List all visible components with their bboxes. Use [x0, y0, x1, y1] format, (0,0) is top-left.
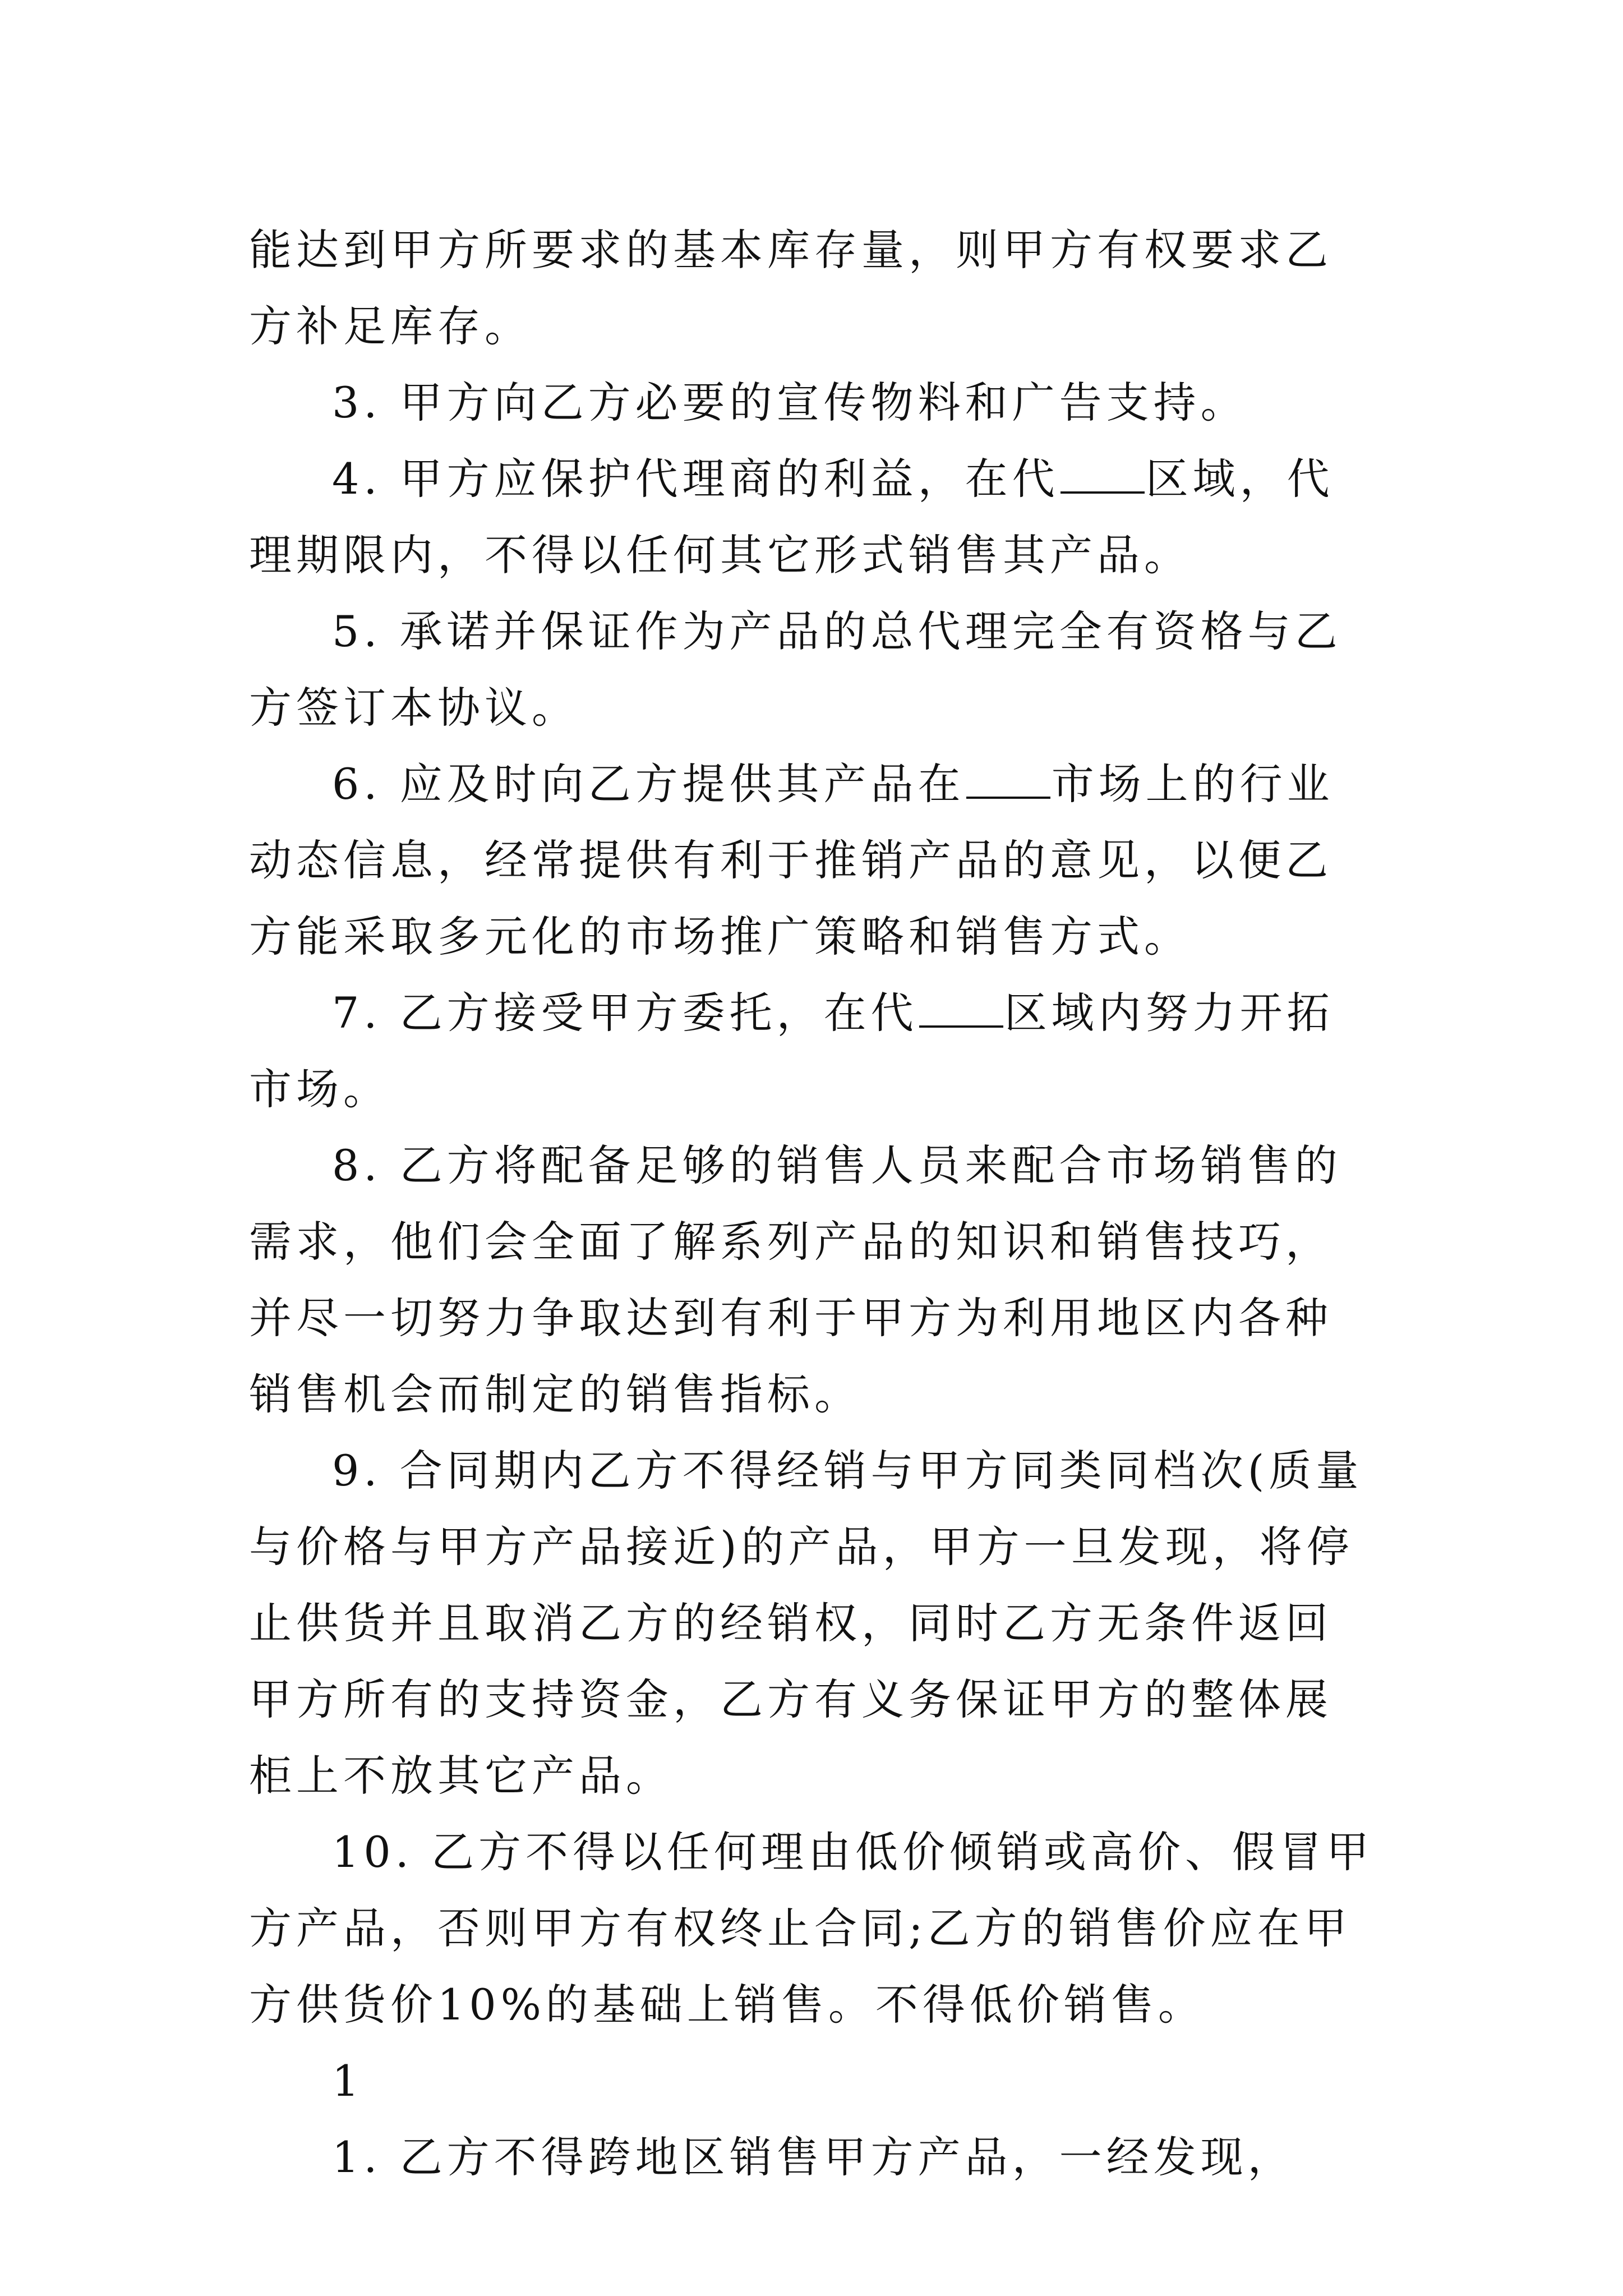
clause-text-after-blank: 区域，代理期限内，不得以任何其它形式销售其产品。 — [249, 454, 1334, 580]
clause-text: 甲方向乙方必要的宣传物料和广告支持。 — [399, 378, 1248, 427]
clause-number: 6. — [332, 759, 382, 809]
clause-text: 承诺并保证作为产品的总代理完全有资格与乙方签订本协议。 — [249, 606, 1342, 733]
clause-text-before-blank: 乙方接受甲方委托，在代 — [399, 988, 918, 1038]
fill-in-blank — [1061, 459, 1145, 494]
clause-3 — [249, 365, 1379, 441]
clause-9 — [249, 1433, 1379, 1814]
fill-in-blank — [919, 993, 1003, 1028]
clause-text: 合同期内乙方不得经销与甲方同类同档次(质量与价格与甲方产品接近)的产品，甲方一旦发现，将停止供货并且取消乙方的经销权，同时乙方无条件返回甲方所有的支持资金，乙方有义务保证甲方的整体展柜上不放其它产品。 — [249, 1446, 1363, 1801]
clause-number: 8. — [332, 1140, 382, 1190]
clause-number: 7. — [332, 988, 382, 1038]
clause-number: 9. — [332, 1446, 382, 1496]
clause-6 — [249, 746, 1379, 975]
final-clause — [249, 2119, 1379, 2196]
page-number: 1 — [332, 2056, 364, 2106]
continuation-paragraph: 能达到甲方所要求的基本库存量，则甲方有权要求乙方补足库存。 — [249, 225, 1332, 351]
clause-number: 3. — [332, 378, 382, 427]
document-body — [249, 212, 1379, 2196]
clause-number: 10. — [332, 1827, 413, 1877]
fill-in-blank — [966, 764, 1050, 799]
clause-7 — [249, 975, 1379, 1128]
clause-text: 乙方不得跨地区销售甲方产品，一经发现， — [399, 2132, 1295, 2182]
clause-text-before-blank: 甲方应保护代理商的利益，在代 — [399, 454, 1059, 504]
clause-text: 乙方不得以任何理由低价倾销或高价、假冒甲方产品，否则甲方有权终止合同;乙方的销售价应在甲方供货价10%的基础上销售。不得低价销售。 — [249, 1827, 1374, 2030]
clause-number: 5. — [332, 606, 382, 656]
clause-10 — [249, 1814, 1379, 2043]
clause-number: 4. — [332, 454, 382, 504]
clause-text-before-blank: 应及时向乙方提供其产品在 — [399, 759, 965, 809]
clause-number: 1. — [332, 2132, 382, 2182]
clause-5 — [249, 593, 1379, 746]
clause-8 — [249, 1128, 1379, 1433]
clause-text-after-blank: 市场上的行业动态信息，经常提供有利于推销产品的意见，以便乙方能采取多元化的市场推广策略和销售方式。 — [249, 759, 1334, 961]
clause-text: 乙方将配备足够的销售人员来配合市场销售的需求，他们会全面了解系列产品的知识和销售技巧，并尽一切努力争取达到有利于甲方为利用地区内各种销售机会而制定的销售指标。 — [249, 1140, 1342, 1419]
clause-text-after-blank: 区域内努力开拓市场。 — [249, 988, 1334, 1114]
clause-4 — [249, 441, 1379, 593]
